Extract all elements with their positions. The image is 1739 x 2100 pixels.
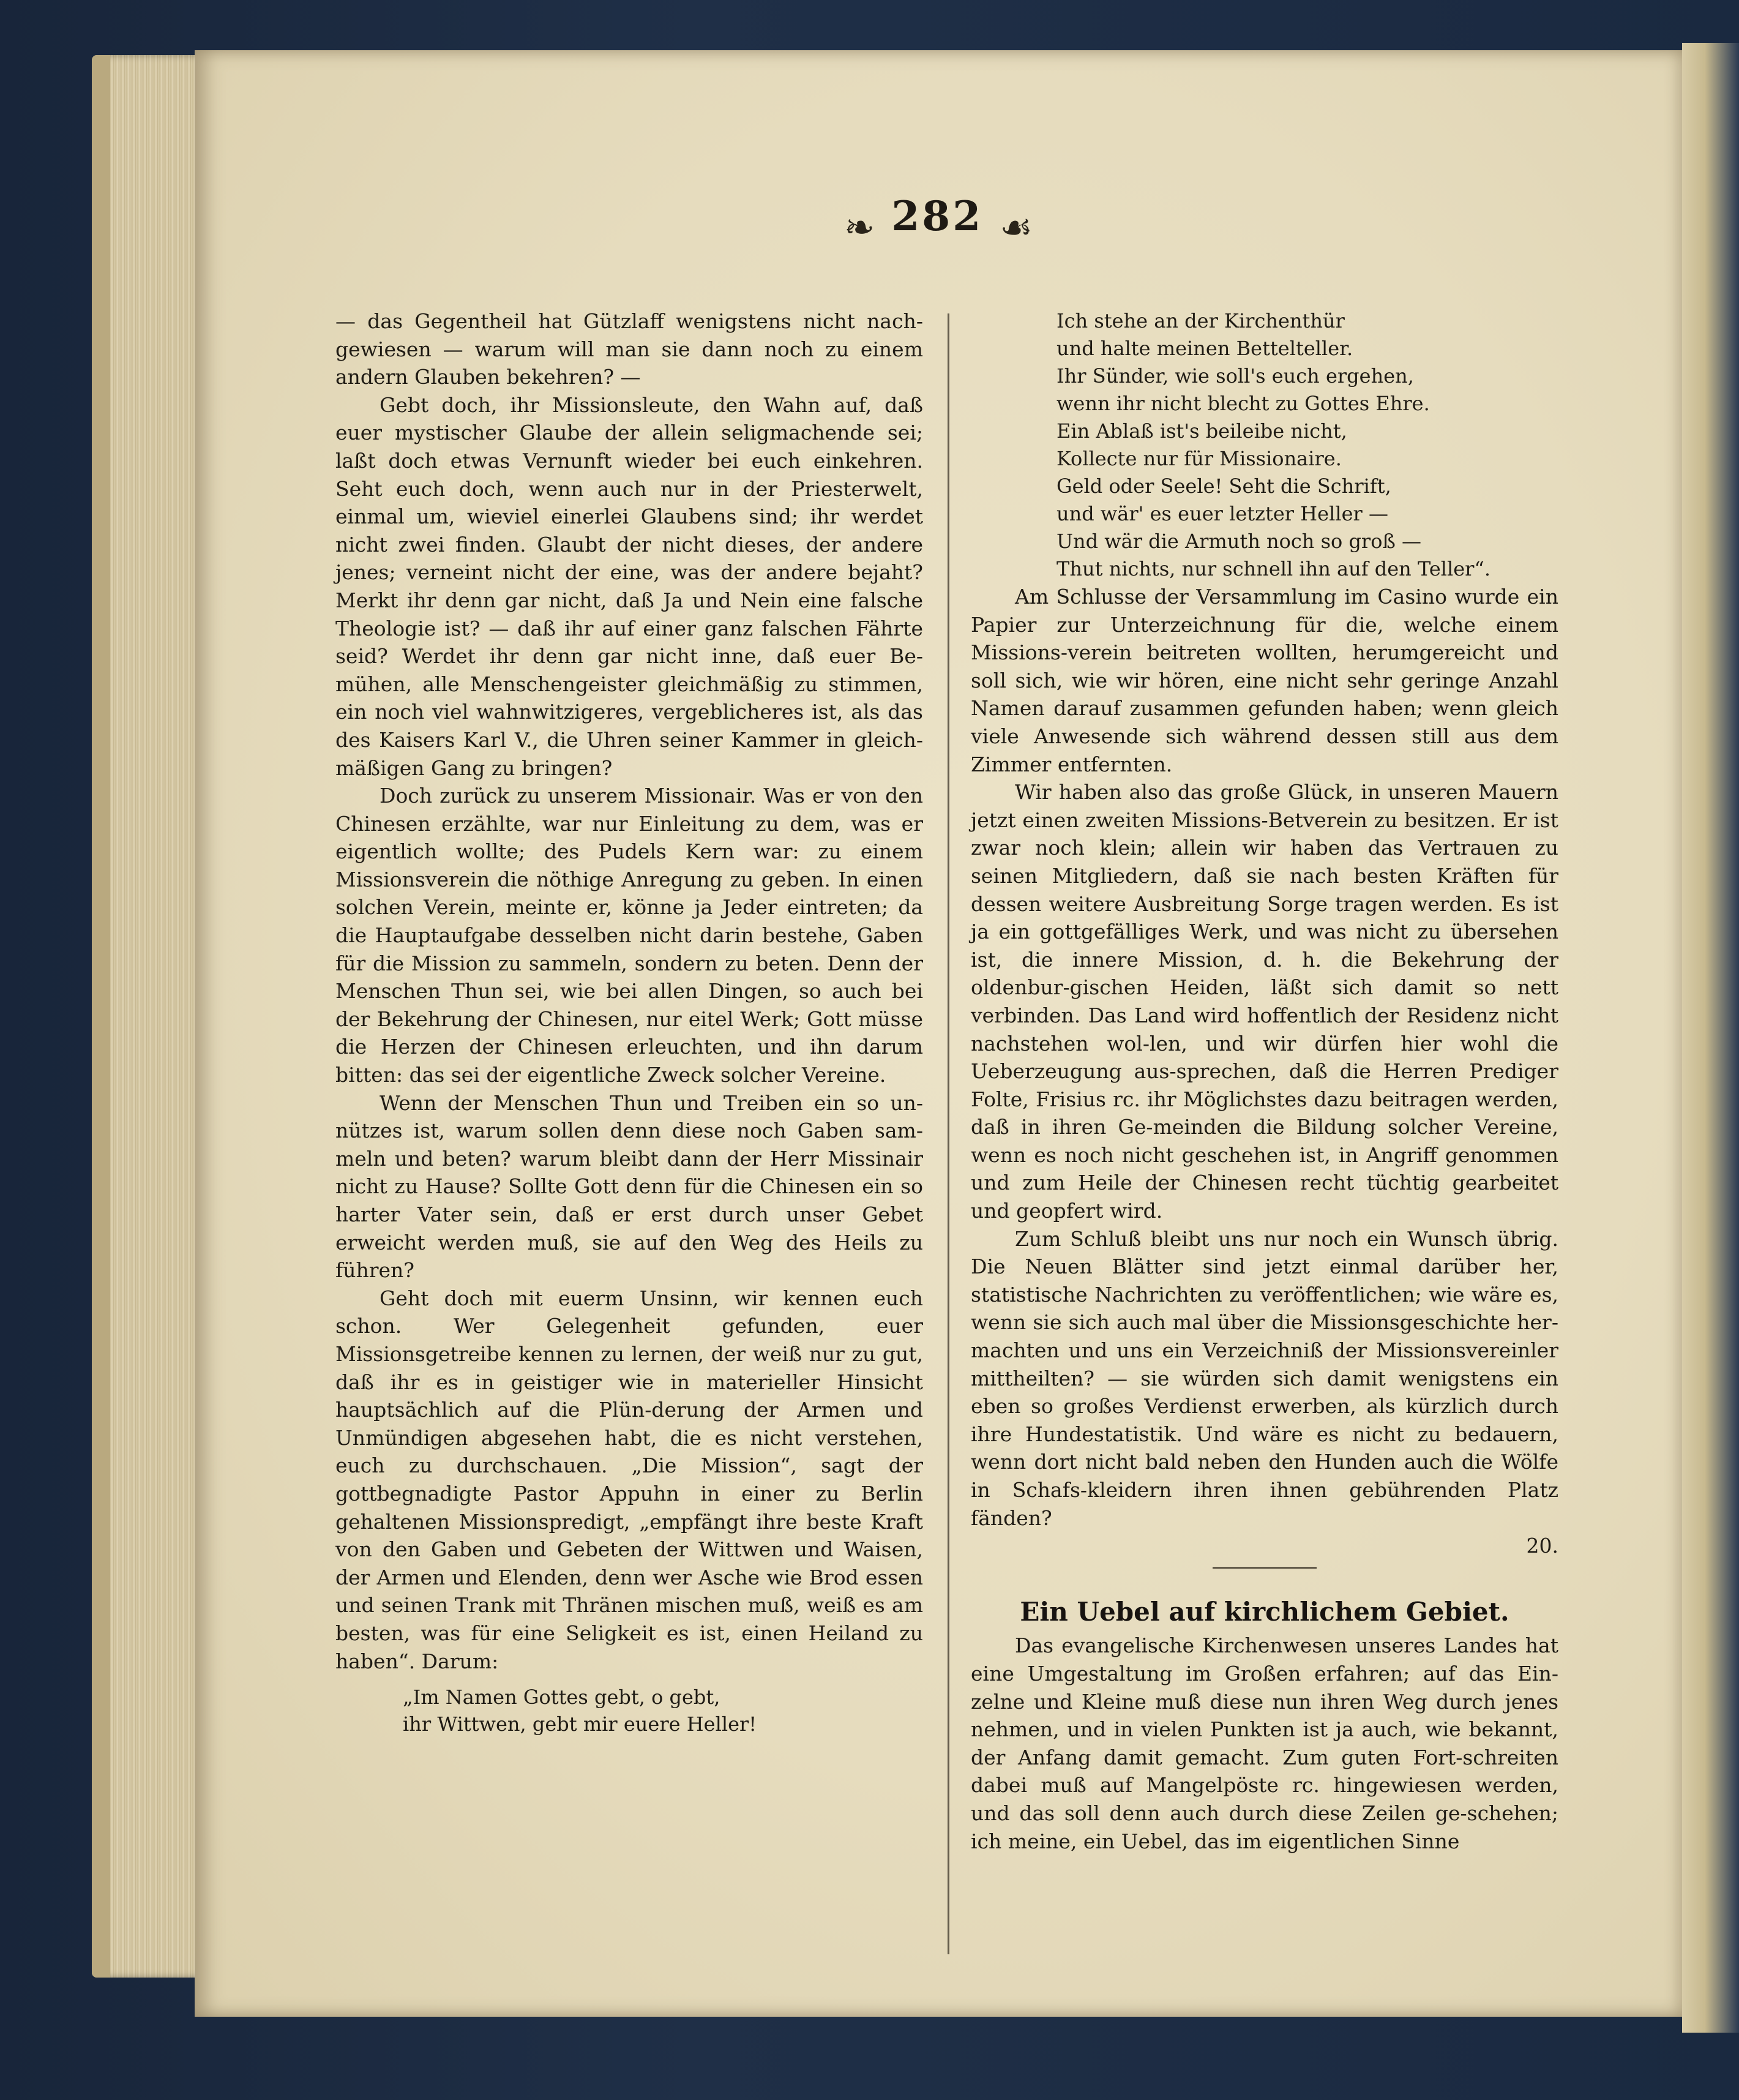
ornament-right-icon: ☙ bbox=[1000, 206, 1033, 249]
quoted-verse bbox=[1056, 307, 1558, 583]
right-column bbox=[971, 307, 1558, 1855]
paragraph: Gebt doch, ihr Missionsleute, den Wahn auf, daß euer mystischer Glaube der allein seligmachende sei; laßt doch etwas Vernunft wieder bei euch einkehren. Seht euch doch, wenn auch nur in der Priesterwelt, einmal um, wieviel einerlei Glaubens sind; ihr werdet nicht zwei finden. Glaubt der nicht dieses, der andere jenes; verneint nicht der eine, was der andere bejaht? Merkt ihr denn gar nicht, daß Ja und Nein eine falsche Theologie ist? — daß ihr auf einer ganz falschen Fährte seid? Werdet ihr denn gar nicht inne, daß euer Be-mühen, alle Menschengeister gleichmäßig zu stimmen, ein noch viel wahnwitzigeres, vergeblicheres ist, als das des Kaisers Karl V., die Uhren seiner Kammer in gleich-mäßigen Gang zu bringen? bbox=[335, 392, 923, 780]
newspaper-page bbox=[195, 50, 1682, 2017]
paragraph: Doch zurück zu unserem Missionair. Was er von den Chinesen erzählte, war nur Einleitung zu dem, was er eigentlich wollte; des Pudels Kern war: zu einem Missionsverein die nöthige Anregung zu geben. In einen solchen Verein, meinte er, könne ja Jeder eintreten; da die Hauptaufgabe desselben nicht darin bestehe, Gaben für die Mission zu sammeln, sondern zu beten. Denn der Menschen Thun sei, wie bei allen Dingen, so auch bei der Bekehrung der Chinesen, nur eitel Werk; Gott müsse die Herzen der Chinesen erleuchten, und ihn darum bitten: das sei der eigentliche Zweck solcher Vereine. bbox=[335, 784, 923, 1087]
column-divider bbox=[948, 313, 949, 1954]
verse-line: Kollecte nur für Missionaire. bbox=[1056, 447, 1342, 470]
page-number: 282 bbox=[891, 192, 984, 240]
paragraph: — das Gegentheil hat Gützlaff wenigstens nicht nach-gewiesen — warum will man sie dann noch zu einem andern Glauben bekehren? — bbox=[335, 309, 923, 389]
verse-line: und wär' es euer letzter Heller — bbox=[1056, 502, 1388, 525]
verse-line: wenn ihr nicht blecht zu Gottes Ehre. bbox=[1056, 392, 1430, 415]
paragraph: Wir haben also das große Glück, in unseren Mauern jetzt einen zweiten Missions-Betverein zu besitzen. Er ist zwar noch klein; allein wir haben das Vertrauen zu seinen Mitgliedern, daß sie nach besten Kräften für dessen weitere Ausbreitung Sorge tragen werden. Es ist ja ein gottgefälliges Werk, und was nicht zu übersehen ist, die innere Mission, d. h. die Bekehrung der oldenbur-gischen Heiden, läßt sich damit so nett verbinden. Das Land wird hoffentlich der Residenz nicht nachstehen wol-len, und wir dürfen hier wohl die Ueberzeugung aus-sprechen, daß die Herren Prediger Folte, Frisius rc. ihr Möglichstes dazu beitragen werden, daß in ihren Ge-meinden die Bildung solcher Vereine, wenn es noch nicht geschehen ist, in Angriff genommen und zum Heile der Chinesen recht tüchtig gearbeitet und geopfert wird. bbox=[971, 780, 1558, 1223]
binding-edge bbox=[92, 55, 110, 1978]
verse-line: Geld oder Seele! Seht die Schrift, bbox=[1056, 474, 1391, 498]
paragraph: Am Schlusse der Versammlung im Casino wurde ein Papier zur Unterzeichnung für die, welche einem Missions-verein beitreten wollten, herumgereicht und soll sich, wie wir hören, eine nicht sehr geringe Anzahl Namen darauf zusammen gefunden haben; wenn gleich viele Anwesende sich während dessen still aus dem Zimmer entfernten. bbox=[971, 585, 1558, 776]
verse-line: Ich stehe an der Kirchenthür bbox=[1056, 309, 1345, 332]
author-signature: 20. bbox=[1526, 1534, 1558, 1558]
verse-line: Und wär die Armuth noch so groß — bbox=[1056, 530, 1422, 553]
ornament-left-icon: ❧ bbox=[843, 206, 875, 249]
verse-line: Thut nichts, nur schnell ihn auf den Teller“. bbox=[1056, 557, 1490, 580]
section-rule bbox=[1213, 1567, 1317, 1569]
paragraph: Wenn der Menschen Thun und Treiben ein so un-nützes ist, warum sollen denn diese noch Gaben sam-meln und beten? warum bleibt dann der Herr Missinair nicht zu Hause? Sollte Gott denn für die Chinesen ein so harter Vater sein, daß er erst durch unser Gebet erweicht werden muß, sie auf den Weg des Heils zu führen? bbox=[335, 1090, 923, 1283]
left-column bbox=[335, 307, 923, 1738]
right-page-edge bbox=[1682, 43, 1739, 2033]
verse-line: „Im Namen Gottes gebt, o gebt, bbox=[403, 1686, 720, 1709]
verse-line: Ein Ablaß ist's beileibe nicht, bbox=[1056, 419, 1347, 443]
section-title: Ein Uebel auf kirchlichem Gebiet. bbox=[1020, 1596, 1509, 1627]
verse-line: ihr Wittwen, gebt mir euere Heller! bbox=[403, 1712, 757, 1736]
paragraph: Das evangelische Kirchenwesen unseres Landes hat eine Umgestaltung im Großen erfahren; auf das Ein-zelne und Kleine muß diese nun ihren Weg durch jenes nehmen, und in vielen Punkten ist ja auch, wie bekannt, der Anfang damit gemacht. Zum guten Fort-schreiten dabei muß auf Mangelpöste rc. hingewiesen werden, und das soll denn auch durch diese Zeilen ge-schehen; ich meine, ein Uebel, das im eigentlichen Sinne bbox=[971, 1633, 1558, 1853]
quoted-verse bbox=[403, 1684, 923, 1738]
paragraph: Zum Schluß bleibt uns nur noch ein Wunsch übrig. Die Neuen Blätter sind jetzt einmal darüber her, statistische Nachrichten zu veröffentlichen; wie wäre es, wenn sie sich auch mal über die Missionsgeschichte her-machten und uns ein Verzeichniß der Missionsvereinler mittheilten? — sie würden sich damit wenigstens ein eben so großes Verdienst erwerben, als kürzlich durch ihre Hundestatistik. Und wäre es nicht zu bedauern, wenn dort nicht bald neben den Hunden auch die Wölfe in Schafs-kleidern ihren ihnen gebührenden Platz fänden? bbox=[971, 1226, 1558, 1530]
signature-row bbox=[971, 1532, 1558, 1560]
verse-line: Ihr Sünder, wie soll's euch ergehen, bbox=[1056, 364, 1414, 388]
paragraph: Geht doch mit euerm Unsinn, wir kennen euch schon. Wer Gelegenheit gefunden, euer Missionsgetreibe kennen zu lernen, der weiß nur zu gut, daß ihr es in geistiger wie in materieller Hinsicht hauptsächlich auf die Plün-derung der Armen und Unmündigen abgesehen habt, die es nicht verstehen, euch zu durchschauen. „Die Mission“, sagt der gottbegnadigte Pastor Appuhn in einer zu Berlin gehaltenen Missionspredigt, „empfängt ihre beste Kraft von den Gaben und Gebeten der Wittwen und Waisen, der Armen und Elenden, denn wer Asche wie Brod essen und seinen Trank mit Thränen mischen muß, weiß es am besten, was für eine Seligkeit es ist, einen Heiland zu haben“. Darum: bbox=[335, 1286, 923, 1673]
verse-line: und halte meinen Bettelteller. bbox=[1056, 337, 1353, 360]
page-header bbox=[195, 192, 1682, 249]
